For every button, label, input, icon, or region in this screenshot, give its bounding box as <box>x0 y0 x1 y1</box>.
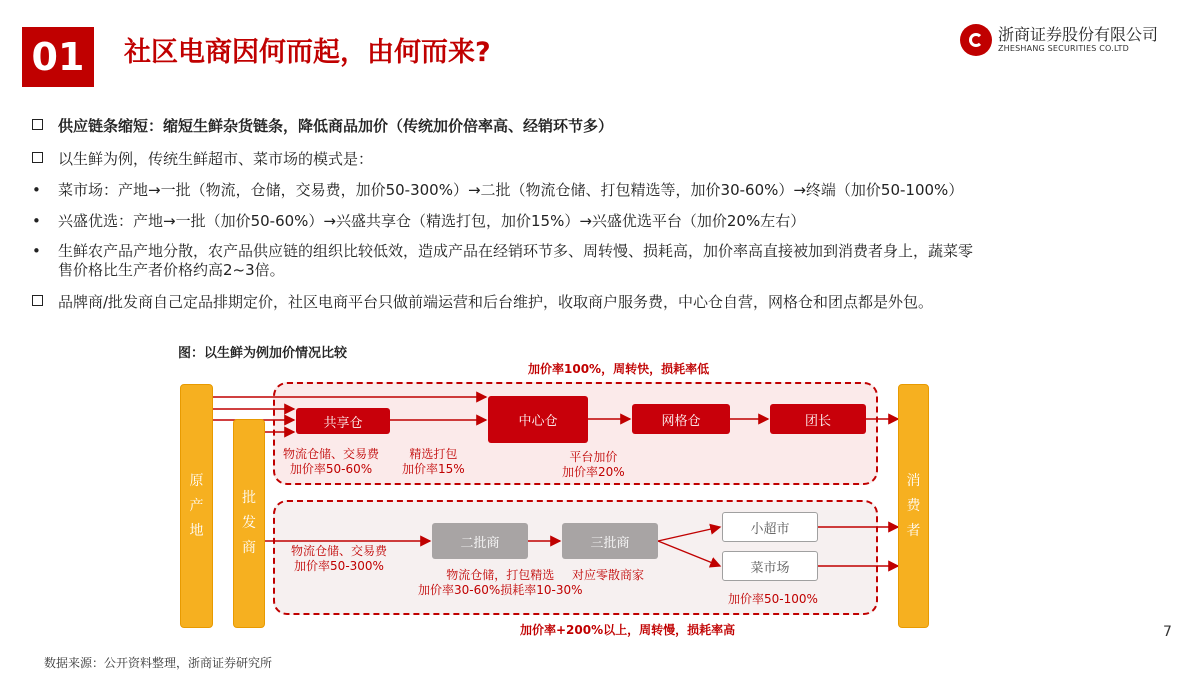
origin-box: 原 产 地 <box>180 384 213 628</box>
wholesaler-box: 批 发 商 <box>233 419 265 628</box>
page-number: 7 <box>1163 624 1172 640</box>
label-top-3: 平台加价 加价率20% <box>562 450 625 479</box>
consumer-box: 消 费 者 <box>898 384 929 628</box>
central-warehouse-box: 中心仓 <box>488 396 588 443</box>
third-wholesaler-box: 三批商 <box>562 523 658 559</box>
label-bottom-2: 物流仓储，打包精选 加价率30-60%损耗率10-30% <box>418 568 583 597</box>
point-5-cont: 售价格比生产者价格约高2~3倍。 <box>58 261 285 279</box>
top-summary: 加价率100%，周转快，损耗率低 <box>528 362 710 376</box>
dot-bullet-icon: • <box>32 242 41 260</box>
point-5: • 生鲜农产品产地分散，农产品供应链的组织比较低效，造成产品在经销环节多、周转慢、损耗高，加价率高直接被加到消费者身上，蔬菜零 <box>32 242 974 260</box>
grid-warehouse-box: 网格仓 <box>632 404 730 434</box>
logo-cn-text: 浙商证券股份有限公司 <box>998 25 1159 44</box>
page-title: 社区电商因何而起，由何而来? <box>124 37 491 68</box>
section-number-badge: 01 <box>22 27 94 87</box>
label-top-2: 精选打包 加价率15% <box>402 447 465 476</box>
share-warehouse-box: 共享仓 <box>296 408 390 434</box>
point-1: 供应链条缩短：缩短生鲜杂货链条，降低商品加价（传统加价倍率高、经销环节多） <box>32 115 613 136</box>
label-bottom-4: 加价率50-100% <box>728 592 818 606</box>
point-6: 品牌商/批发商自己定品排期定价，社区电商平台只做前端运营和后台维护，收取商户服务费，中心仓自营，网格仓和团点都是外包。 <box>32 291 933 312</box>
data-source: 数据来源：公开资料整理，浙商证券研究所 <box>44 656 273 670</box>
group-leader-box: 团长 <box>770 404 866 434</box>
point-2: 以生鲜为例，传统生鲜超市、菜市场的模式是： <box>32 148 373 169</box>
diagram-caption: 图：以生鲜为例加价情况比较 <box>178 346 348 361</box>
point-3: • 菜市场：产地→一批（物流，仓储，交易费，加价50-300%）→二批（物流仓储、打包精选等，加价30-60%）→终端（加价50-100%） <box>32 181 964 199</box>
second-wholesaler-box: 二批商 <box>432 523 528 559</box>
label-bottom-3: 对应零散商家 <box>572 568 645 582</box>
label-bottom-1: 物流仓储、交易费 加价率50-300% <box>291 544 388 573</box>
dot-bullet-icon: • <box>32 212 41 230</box>
vegetable-market-box: 菜市场 <box>722 551 818 581</box>
dot-bullet-icon: • <box>32 181 41 199</box>
bottom-summary: 加价率+200%以上，周转慢，损耗率高 <box>520 623 736 637</box>
label-top-1: 物流仓储、交易费 加价率50-60% <box>283 447 380 476</box>
mini-market-box: 小超市 <box>722 512 818 542</box>
point-4: • 兴盛优选：产地→一批（加价50-60%）→兴盛共享仓（精选打包，加价15%）→兴盛优选平台（加价20%左右） <box>32 212 806 230</box>
logo-en-text: ZHESHANG SECURITIES CO.LTD <box>998 44 1129 53</box>
